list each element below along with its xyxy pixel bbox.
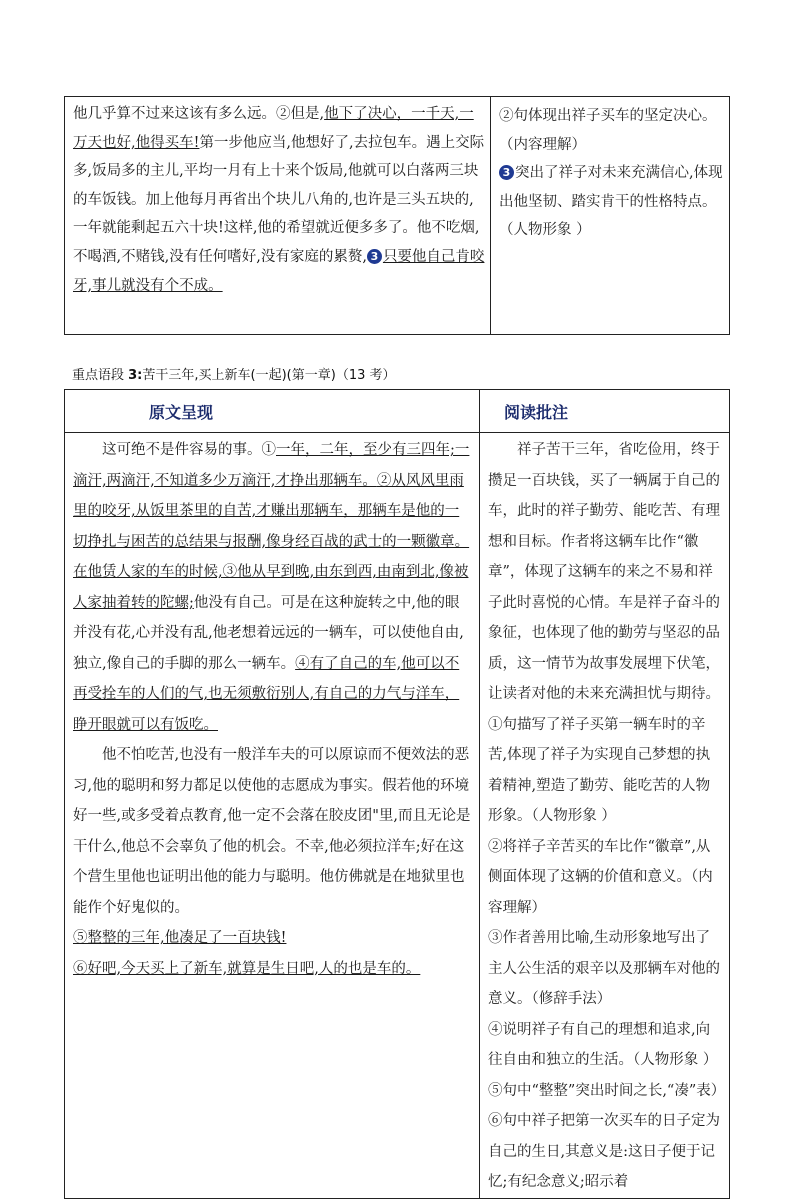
heading-title: 苦干三年,买上新车(一起)(第一章) bbox=[142, 368, 336, 383]
section-heading bbox=[72, 364, 396, 383]
number-badge: 3 bbox=[499, 165, 514, 180]
original-paragraph: 他不怕吃苦,也没有一般洋车夫的可以原谅而不便效法的恶习,他的聪明和努力都足以使他的志愿成为事实。假若他的环境好一些,或多受着点教育,他一定不会落在胶皮团"里,而且无论是干什么,他总不会辜负了他的机会。不幸,他必须拉洋车;好在这个营生里他也证明出他的能力与聪明。他仿佛就是在地狱里也能作个好鬼似的。 bbox=[73, 747, 471, 916]
annotation-paragraph: ①句描写了祥子买第一辆车时的辛苦,体现了祥子为实现自己梦想的执着精神,塑造了勤劳、能吃苦的人物形象。（人物形象 ） bbox=[488, 716, 711, 824]
original-paragraph: ⑤整整的三年,他凑足了一百块钱! bbox=[73, 930, 287, 946]
heading-number: 3: bbox=[128, 368, 143, 383]
underlined-sentence: 一年，二年，至少有三四年;一滴汗,两滴汗,不知道多少万滴汗,才挣出那辆车。 bbox=[73, 442, 470, 489]
original-paragraph: ⑥好吧,今天买上了新车,就算是生日吧,人的也是车的。 bbox=[73, 960, 421, 977]
text-span: 他几乎算不过来这该有多么远。 bbox=[73, 106, 276, 122]
top-annotation-table bbox=[64, 96, 730, 335]
underlined-sentence: ②从风风里雨里的咬牙,从饭里茶里的自苦,才赚出那辆车，那辆车是他的一切挣扎与困苦的总结果与报酬,像身经百战的武士的一颗徽章。在他赁人家的车的时候, bbox=[73, 472, 470, 580]
column-header-original: 原文呈现 bbox=[65, 390, 480, 433]
annotation-paragraph: ④说明祥子有自己的理想和追求,向往自由和独立的生活。（人物形象 ） bbox=[488, 1021, 718, 1068]
annotation-paragraph: ⑤句中“整整”突出时间之长,“凑”表） bbox=[488, 1082, 726, 1099]
sentence-marker: ②但是, bbox=[276, 106, 325, 122]
number-badge: 3 bbox=[367, 249, 382, 264]
underlined-sentence: 只要他自己肯咬牙,事儿就没有个不成。 bbox=[73, 248, 485, 294]
text-span: 第一步他应当,他想好了,去拉包车。遇上交际多,饭局多的主儿,平均一月有上十来个饭局,他就可以白落两三块的车饭钱。加上他每月再省出个块儿八角的,也许是三头五块的,一年就能剩起五六十块!这样,他的希望就近便多多了。他不吃烟,不喝酒,不赌钱,没有任何嗜好,没有家庭的累赘, bbox=[73, 134, 485, 265]
underlined-sentence: 他下了决心，一千天,一万天也好,他得买车! bbox=[73, 106, 474, 151]
text-span: 这可绝不是件容易的事。① bbox=[102, 442, 276, 458]
heading-exam-count: （13 考） bbox=[335, 368, 396, 383]
column-header-annotation: 阅读批注 bbox=[480, 390, 730, 433]
annotation-paragraph: 祥子苦干三年，省吃俭用，终于攒足一百块钱，买了一辆属于自己的车，此时的祥子勤劳、能吃苦、有理想和目标。作者将这辆车比作“徽章”，体现了这辆车的来之不易和祥子此时喜悦的心情。车是祥子奋斗的象征，也体现了他的勤劳与坚忍的品质，这一情节为故事发展埋下伏笔，让读者对他的未来充满担忧与期待。 bbox=[488, 442, 720, 702]
annotation-paragraph: ⑥句中祥子把第一次买车的日子定为自己的生日,其意义是:这日子便于记忆;有纪念意义;昭示着 bbox=[488, 1113, 720, 1190]
annotation-paragraph bbox=[499, 159, 724, 245]
underlined-sentence: ④有了自己的车,他可以不再受拴车的人们的气,也无须敷衍别人,有自己的力气与洋车，睁开眼就可以有饭吃。 bbox=[73, 655, 460, 733]
underlined-sentence: ③他从早到晚,由东到西,由南到北,像被人家抽着转的陀螺; bbox=[73, 564, 469, 611]
main-annotation-table bbox=[64, 389, 730, 1199]
annotation-paragraph: ②将祥子辛苦买的车比作“徽章”,从侧面体现了这辆的价值和意义。（内容理解） bbox=[488, 838, 713, 916]
original-text-cell bbox=[65, 97, 491, 335]
original-text-cell bbox=[65, 433, 480, 1199]
annotation-cell bbox=[480, 433, 730, 1199]
heading-prefix: 重点语段 bbox=[72, 368, 129, 383]
annotation-paragraph: ③作者善用比喻,生动形象地写出了主人公生活的艰辛以及那辆车对他的意义。（修辞手法） bbox=[488, 930, 720, 1007]
text-span: 他没有自己。可是在这种旋转之中,他的眼并没有花,心并没有乱,他老想着远远的一辆车，可以使他自由,独立,像自己的手脚的那么一辆车。 bbox=[73, 594, 464, 672]
original-paragraph bbox=[73, 435, 473, 740]
annotation-cell bbox=[491, 97, 730, 335]
annotation-text: 突出了祥子对未来充满信心,体现出他坚韧、踏实肯干的性格特点。（人物形象 ） bbox=[499, 165, 723, 239]
annotation-paragraph: ②句体现出祥子买车的坚定决心。（内容理解） bbox=[499, 108, 717, 153]
